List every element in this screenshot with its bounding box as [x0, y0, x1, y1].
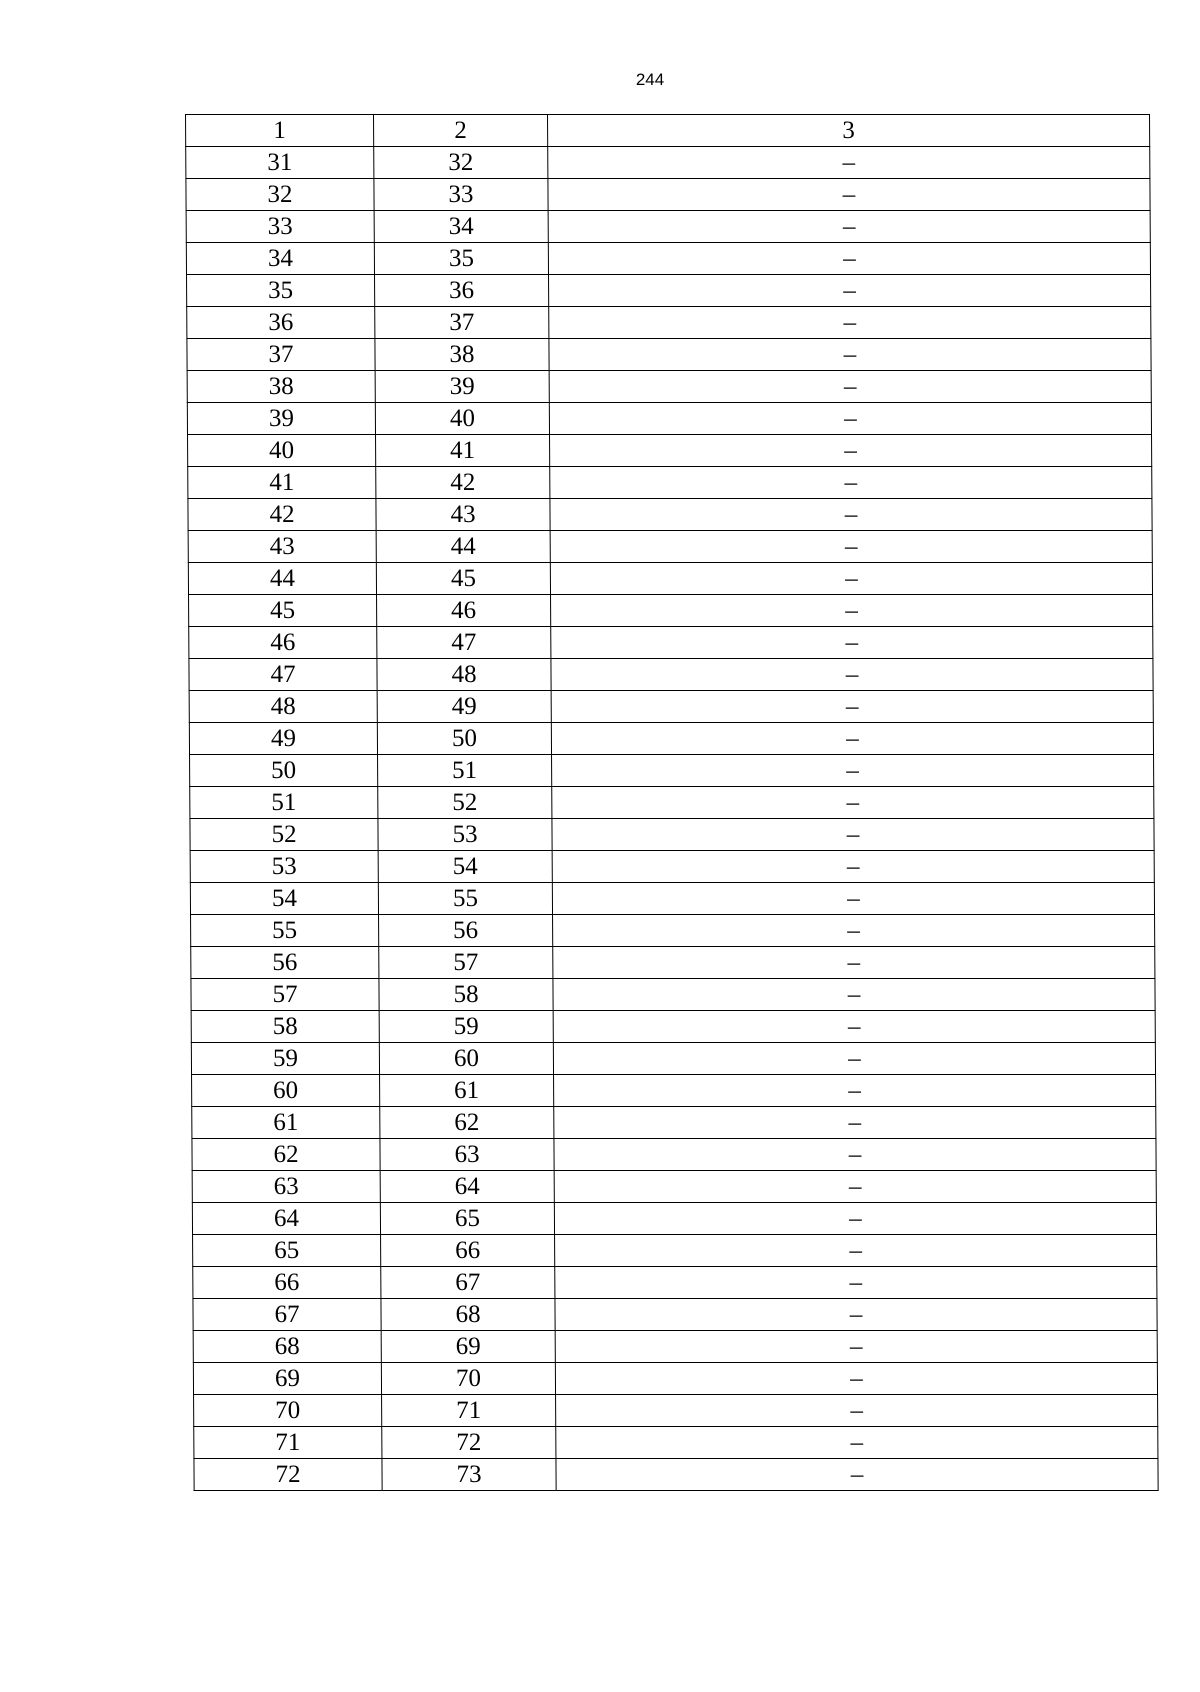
table-cell-col-1: 52 — [190, 819, 378, 851]
table-cell-col-1: 63 — [192, 1171, 380, 1203]
table-cell-col-3: – — [555, 1299, 1157, 1331]
table-cell-col-1: 40 — [188, 435, 376, 467]
table-row — [190, 851, 1154, 883]
table-body — [186, 115, 1159, 1491]
table-cell-col-3: – — [553, 979, 1155, 1011]
table-cell-col-3: – — [554, 1107, 1156, 1139]
table-cell-col-1: 46 — [189, 627, 377, 659]
table-cell-col-3: – — [555, 1331, 1157, 1363]
table-row — [192, 1171, 1156, 1203]
table-row — [189, 659, 1153, 691]
table-cell-col-3: – — [552, 883, 1154, 915]
table-cell-col-3: – — [551, 627, 1153, 659]
table-cell-col-1: 32 — [186, 179, 374, 211]
table-cell-col-1: 36 — [187, 307, 375, 339]
table-row — [194, 1459, 1158, 1491]
table-row — [192, 1203, 1156, 1235]
table-cell-col-1: 54 — [190, 883, 378, 915]
table-cell-col-3: – — [551, 691, 1153, 723]
table-row — [188, 499, 1152, 531]
table-cell-col-3: – — [552, 819, 1154, 851]
table-cell-col-3: – — [555, 1363, 1157, 1395]
table-cell-col-2: 46 — [377, 595, 551, 627]
table-cell-col-3: – — [550, 499, 1152, 531]
table-cell-col-1: 48 — [189, 691, 377, 723]
table-row — [186, 211, 1150, 243]
table-cell-col-3: – — [551, 659, 1153, 691]
table-cell-col-2: 71 — [382, 1395, 556, 1427]
table-row — [190, 819, 1154, 851]
table-row — [189, 627, 1153, 659]
table-cell-col-1: 34 — [186, 243, 374, 275]
table-cell-col-2: 63 — [380, 1139, 554, 1171]
table-cell-col-1: 39 — [187, 403, 375, 435]
table-cell-col-2: 35 — [374, 243, 548, 275]
table-cell-col-2: 68 — [381, 1299, 555, 1331]
table-row — [188, 467, 1152, 499]
table-row — [189, 691, 1153, 723]
table-row — [191, 1011, 1155, 1043]
table-cell-col-2: 73 — [382, 1459, 556, 1491]
table-cell-col-2: 60 — [379, 1043, 553, 1075]
table-cell-col-2: 67 — [381, 1267, 555, 1299]
page-number: 244 — [635, 70, 665, 89]
table-cell-col-3: – — [556, 1427, 1158, 1459]
table-row — [186, 147, 1150, 179]
table-cell-col-1: 65 — [193, 1235, 381, 1267]
table-cell-col-2: 42 — [376, 467, 550, 499]
table-cell-col-2: 33 — [374, 179, 548, 211]
table-cell-col-1: 43 — [188, 531, 376, 563]
table-cell-col-1: 45 — [189, 595, 377, 627]
table-cell-col-1: 61 — [192, 1107, 380, 1139]
table-cell-col-2: 43 — [376, 499, 550, 531]
table-row — [186, 179, 1150, 211]
table-cell-col-3: – — [549, 403, 1151, 435]
data-table — [185, 114, 1159, 1491]
table-cell-col-2: 66 — [381, 1235, 555, 1267]
table-cell-col-3: – — [552, 787, 1154, 819]
table-row — [192, 1107, 1156, 1139]
table-row — [191, 947, 1155, 979]
table-cell-col-2: 49 — [377, 691, 551, 723]
table-cell-col-3: – — [548, 243, 1150, 275]
table-row — [193, 1299, 1157, 1331]
table-cell-col-3: – — [551, 595, 1153, 627]
table-cell-col-1: 53 — [190, 851, 378, 883]
table-cell-col-1: 66 — [193, 1267, 381, 1299]
table-row — [192, 1075, 1156, 1107]
table-cell-col-1: 58 — [191, 1011, 379, 1043]
table-cell-col-1: 59 — [191, 1043, 379, 1075]
table-row — [193, 1267, 1157, 1299]
table-row — [187, 371, 1151, 403]
table-cell-col-3: – — [549, 307, 1151, 339]
table-cell-col-2: 39 — [375, 371, 549, 403]
table-cell-col-1: 42 — [188, 499, 376, 531]
table-row — [188, 531, 1152, 563]
table-cell-col-3: – — [550, 435, 1152, 467]
table-cell-col-2: 53 — [378, 819, 552, 851]
table-cell-col-3: – — [548, 211, 1150, 243]
table-cell-col-2: 59 — [379, 1011, 553, 1043]
table-cell-col-2: 37 — [375, 307, 549, 339]
table-cell-col-1: 57 — [191, 979, 379, 1011]
table-cell-col-1: 60 — [192, 1075, 380, 1107]
table-cell-col-2: 36 — [375, 275, 549, 307]
table-row — [191, 979, 1155, 1011]
table-cell-col-1: 50 — [190, 755, 378, 787]
table-cell-col-3: – — [555, 1235, 1157, 1267]
table-row — [194, 1395, 1158, 1427]
table-cell-col-2: 57 — [379, 947, 553, 979]
table-row — [191, 915, 1155, 947]
table-cell-col-3: – — [550, 563, 1152, 595]
column-header-1: 1 — [186, 115, 374, 147]
table-row — [193, 1363, 1157, 1395]
table-row — [191, 1043, 1155, 1075]
table-cell-col-1: 31 — [186, 147, 374, 179]
table-row — [187, 275, 1151, 307]
table-cell-col-3: – — [555, 1267, 1157, 1299]
table-cell-col-2: 64 — [380, 1171, 554, 1203]
table-cell-col-2: 44 — [376, 531, 550, 563]
table-row — [188, 435, 1152, 467]
table-row — [194, 1427, 1158, 1459]
table-cell-col-1: 41 — [188, 467, 376, 499]
table-cell-col-1: 62 — [192, 1139, 380, 1171]
table-cell-col-2: 40 — [375, 403, 549, 435]
table-cell-col-1: 47 — [189, 659, 377, 691]
table-cell-col-3: – — [550, 467, 1152, 499]
table-cell-col-3: – — [553, 947, 1155, 979]
table-row — [193, 1235, 1157, 1267]
table-cell-col-3: – — [554, 1171, 1156, 1203]
table-row — [188, 563, 1152, 595]
table-row — [190, 787, 1154, 819]
table-cell-col-1: 44 — [188, 563, 376, 595]
table-cell-col-3: – — [548, 179, 1150, 211]
table-cell-col-3: – — [556, 1459, 1158, 1491]
table-cell-col-2: 56 — [379, 915, 553, 947]
column-header-3: 3 — [548, 115, 1150, 147]
table-cell-col-1: 38 — [187, 371, 375, 403]
table-row — [190, 755, 1154, 787]
table-cell-col-2: 51 — [378, 755, 552, 787]
table-cell-col-1: 35 — [187, 275, 375, 307]
table-cell-col-1: 49 — [189, 723, 377, 755]
table-cell-col-2: 72 — [382, 1427, 556, 1459]
table-row — [189, 723, 1153, 755]
table-cell-col-3: – — [550, 531, 1152, 563]
table-cell-col-3: – — [553, 1043, 1155, 1075]
table-cell-col-1: 70 — [194, 1395, 382, 1427]
table-row — [187, 307, 1151, 339]
table-cell-col-2: 62 — [380, 1107, 554, 1139]
table-cell-col-3: – — [552, 851, 1154, 883]
table-cell-col-1: 56 — [191, 947, 379, 979]
table-cell-col-1: 51 — [190, 787, 378, 819]
table-row — [186, 243, 1150, 275]
table-cell-col-2: 54 — [378, 851, 552, 883]
table-cell-col-1: 64 — [192, 1203, 380, 1235]
table-cell-col-3: – — [549, 371, 1151, 403]
table-row — [187, 403, 1151, 435]
table-cell-col-3: – — [551, 723, 1153, 755]
table-cell-col-1: 67 — [193, 1299, 381, 1331]
table-cell-col-1: 71 — [194, 1427, 382, 1459]
table-cell-col-3: – — [552, 755, 1154, 787]
table-cell-col-2: 32 — [374, 147, 548, 179]
document-sheet — [185, 114, 1158, 1491]
table-cell-col-2: 34 — [374, 211, 548, 243]
table-cell-col-2: 48 — [377, 659, 551, 691]
table-cell-col-2: 52 — [378, 787, 552, 819]
table-cell-col-1: 37 — [187, 339, 375, 371]
table-cell-col-1: 68 — [193, 1331, 381, 1363]
table-cell-col-2: 69 — [381, 1331, 555, 1363]
table-cell-col-2: 65 — [380, 1203, 554, 1235]
table-header-row — [186, 115, 1150, 147]
table-row — [193, 1331, 1157, 1363]
table-cell-col-2: 45 — [376, 563, 550, 595]
table-row — [192, 1139, 1156, 1171]
table-cell-col-3: – — [554, 1139, 1156, 1171]
table-cell-col-3: – — [553, 915, 1155, 947]
table-cell-col-3: – — [549, 275, 1151, 307]
table-cell-col-1: 55 — [191, 915, 379, 947]
table-cell-col-2: 47 — [377, 627, 551, 659]
table-cell-col-1: 33 — [186, 211, 374, 243]
table-cell-col-2: 70 — [381, 1363, 555, 1395]
table-cell-col-3: – — [549, 339, 1151, 371]
table-cell-col-3: – — [554, 1203, 1156, 1235]
table-cell-col-3: – — [553, 1011, 1155, 1043]
table-cell-col-1: 72 — [194, 1459, 382, 1491]
column-header-2: 2 — [374, 115, 548, 147]
table-cell-col-1: 69 — [193, 1363, 381, 1395]
table-cell-col-2: 41 — [376, 435, 550, 467]
table-row — [189, 595, 1153, 627]
table-cell-col-2: 61 — [380, 1075, 554, 1107]
table-cell-col-2: 50 — [377, 723, 551, 755]
table-row — [187, 339, 1151, 371]
table-cell-col-3: – — [554, 1075, 1156, 1107]
table-cell-col-3: – — [548, 147, 1150, 179]
table-cell-col-2: 58 — [379, 979, 553, 1011]
table-cell-col-3: – — [556, 1395, 1158, 1427]
table-row — [190, 883, 1154, 915]
table-cell-col-2: 38 — [375, 339, 549, 371]
table-cell-col-2: 55 — [378, 883, 552, 915]
